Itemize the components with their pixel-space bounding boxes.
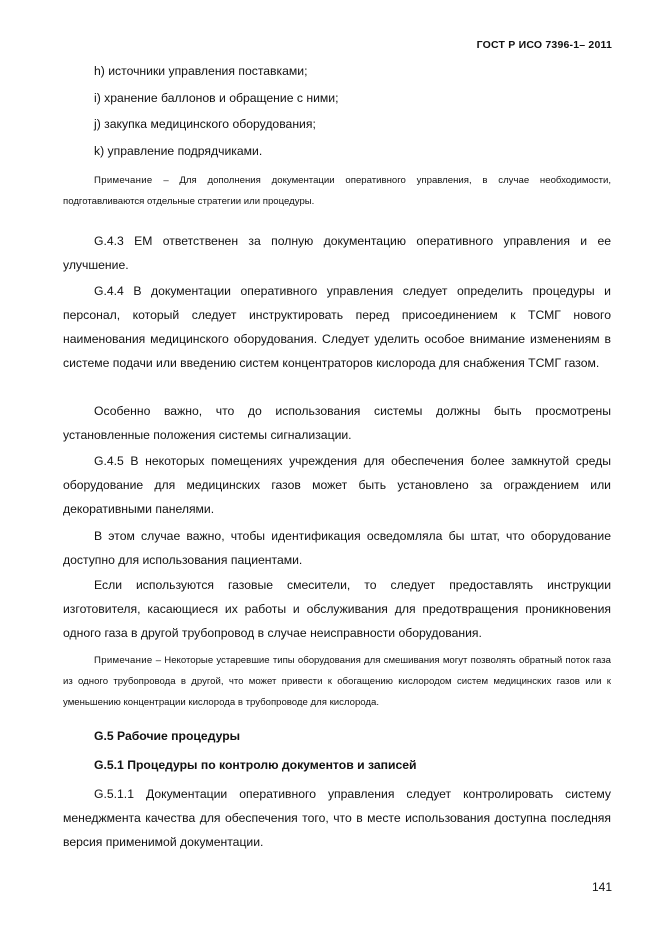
paragraph-g-4-3: G.4.3 ЕМ ответственен за полную документацию оперативного управления и ее улучшение.	[63, 234, 611, 272]
list-item-k: k) управление подрядчиками.	[94, 144, 263, 158]
note-2-label: Примечание	[94, 655, 153, 666]
paragraph-alarm-settings: Особенно важно, что до использования системы должны быть просмотрены установленные положения системы сигнализации.	[63, 404, 611, 442]
list-item-i: i) хранение баллонов и обращение с ними;	[94, 91, 339, 105]
note-2-text: – Некоторые устаревшие типы оборудования для смешивания могут позволять обратный поток газа из одного трубопровода в другой, что может привести к обогащению кислородом систем медицинских газов или к уменьшению концентрации кислорода в трубопроводе для кислорода.	[63, 655, 611, 708]
paragraph-g-4-4: G.4.4 В документации оперативного управления следует определить процедуры и персонал, который следует инструктировать перед присоединением к ТСМГ нового наименования медицинского оборудования. Следует уделить особое внимание изменениям в системе подачи или введению систем концентраторов кислорода для снабжения ТСМГ газом.	[63, 284, 611, 370]
note-1	[63, 170, 611, 212]
paragraph-g-5-1-1: G.5.1.1 Документации оперативного управления следует контролировать систему менеджмента качества для обеспечения того, что в месте использования доступна последняя версия применимой документации.	[63, 787, 611, 849]
paragraph-staff-identification: В этом случае важно, чтобы идентификация осведомляла бы штат, что оборудование доступно для использования пациентами.	[63, 529, 611, 567]
note-2	[63, 650, 611, 713]
page-number: 141	[591, 880, 612, 894]
heading-g-5-1: G.5.1 Процедуры по контролю документов и записей	[94, 758, 417, 772]
note-1-label: Примечание	[94, 175, 153, 186]
paragraph-g-4-5: G.4.5 В некоторых помещениях учреждения для обеспечения более замкнутой среды оборудование для медицинских газов может быть установлено за ограждением или декоративными панелями.	[63, 454, 611, 516]
list-item-h: h) источники управления поставками;	[94, 64, 308, 78]
heading-g-5: G.5 Рабочие процедуры	[94, 729, 241, 743]
note-1-text: – Для дополнения документации оперативного управления, в случае необходимости, подготавливаются отдельные стратегии или процедуры.	[63, 175, 611, 207]
paragraph-gas-mixers: Если используются газовые смесители, то следует предоставлять инструкции изготовителя, касающиеся их работы и обслуживания для предотвращения проникновения одного газа в другой трубопровод в случае неисправности оборудования.	[63, 578, 611, 640]
list-item-j: j) закупка медицинского оборудования;	[94, 117, 316, 131]
document-code-header: ГОСТ Р ИСО 7396-1– 2011	[476, 39, 612, 51]
